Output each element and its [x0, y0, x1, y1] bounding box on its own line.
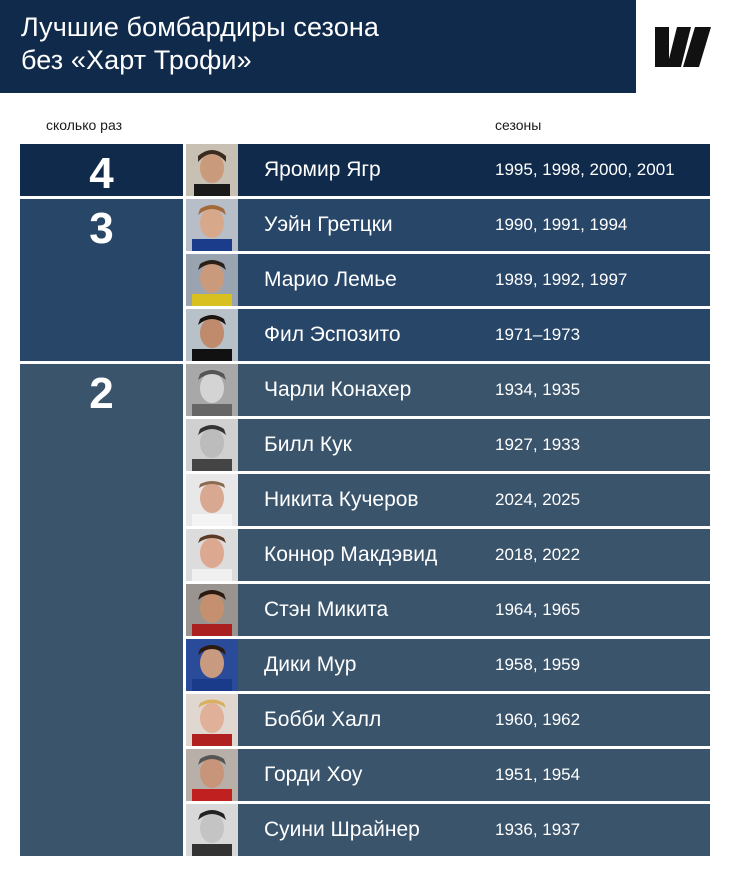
player-name: Билл Кук	[264, 433, 352, 456]
player-seasons: 1990, 1991, 1994	[495, 215, 628, 234]
player-name: Бобби Халл	[264, 708, 382, 731]
player-name: Марио Лемье	[264, 268, 397, 291]
player-name: Стэн Микита	[264, 598, 389, 621]
player-name: Чарли Конахер	[264, 378, 412, 401]
table-row	[186, 529, 710, 581]
player-photo-icon	[186, 199, 238, 251]
player-photo-icon	[186, 364, 238, 416]
player-name: Коннор Макдэвид	[264, 543, 438, 566]
table-row	[186, 804, 710, 856]
player-seasons: 2018, 2022	[495, 545, 581, 564]
player-seasons: 2024, 2025	[495, 490, 581, 509]
player-seasons: 1958, 1959	[495, 655, 581, 674]
player-seasons: 1971–1973	[495, 325, 581, 344]
player-seasons: 1936, 1937	[495, 820, 581, 839]
player-photo-icon	[186, 639, 238, 691]
player-name: Дики Мур	[264, 653, 357, 676]
sports-logo-icon	[636, 0, 730, 93]
player-photo-icon	[186, 529, 238, 581]
player-seasons: 1927, 1933	[495, 435, 581, 454]
group-count-4: 4	[20, 144, 183, 196]
player-photo-icon	[186, 749, 238, 801]
table-row	[186, 694, 710, 746]
player-seasons: 1964, 1965	[495, 600, 581, 619]
player-name: Уэйн Гретцки	[264, 213, 393, 236]
table-row	[186, 144, 710, 196]
player-seasons: 1989, 1992, 1997	[495, 270, 628, 289]
group-count-2: 2	[20, 364, 183, 856]
player-photo-icon	[186, 419, 238, 471]
player-photo-icon	[186, 309, 238, 361]
table-row	[186, 199, 710, 251]
player-seasons: 1995, 1998, 2000, 2001	[495, 160, 675, 179]
table-row	[186, 254, 710, 306]
table-row	[186, 584, 710, 636]
title-line-1: Лучшие бомбардиры сезона	[21, 12, 379, 42]
table-row	[186, 419, 710, 471]
player-photo-icon	[186, 694, 238, 746]
player-name: Фил Эспозито	[264, 323, 401, 346]
player-photo-icon	[186, 804, 238, 856]
count-column-label: сколько раз	[46, 117, 123, 133]
table-row	[186, 749, 710, 801]
player-seasons: 1951, 1954	[495, 765, 581, 784]
player-seasons: 1960, 1962	[495, 710, 581, 729]
player-name: Суини Шрайнер	[264, 818, 420, 841]
table-row	[186, 309, 710, 361]
player-photo-icon	[186, 584, 238, 636]
player-photo-icon	[186, 144, 238, 196]
player-photo-icon	[186, 474, 238, 526]
player-name: Горди Хоу	[264, 763, 363, 786]
table-row	[186, 639, 710, 691]
header-banner	[0, 0, 636, 93]
group-count-3: 3	[20, 199, 183, 361]
seasons-column-label: сезоны	[495, 117, 542, 133]
title-line-2: без «Харт Трофи»	[21, 45, 252, 75]
table-row	[186, 364, 710, 416]
player-name: Никита Кучеров	[264, 488, 419, 511]
table-row	[186, 474, 710, 526]
player-name: Яромир Ягр	[264, 158, 381, 181]
player-seasons: 1934, 1935	[495, 380, 581, 399]
player-photo-icon	[186, 254, 238, 306]
